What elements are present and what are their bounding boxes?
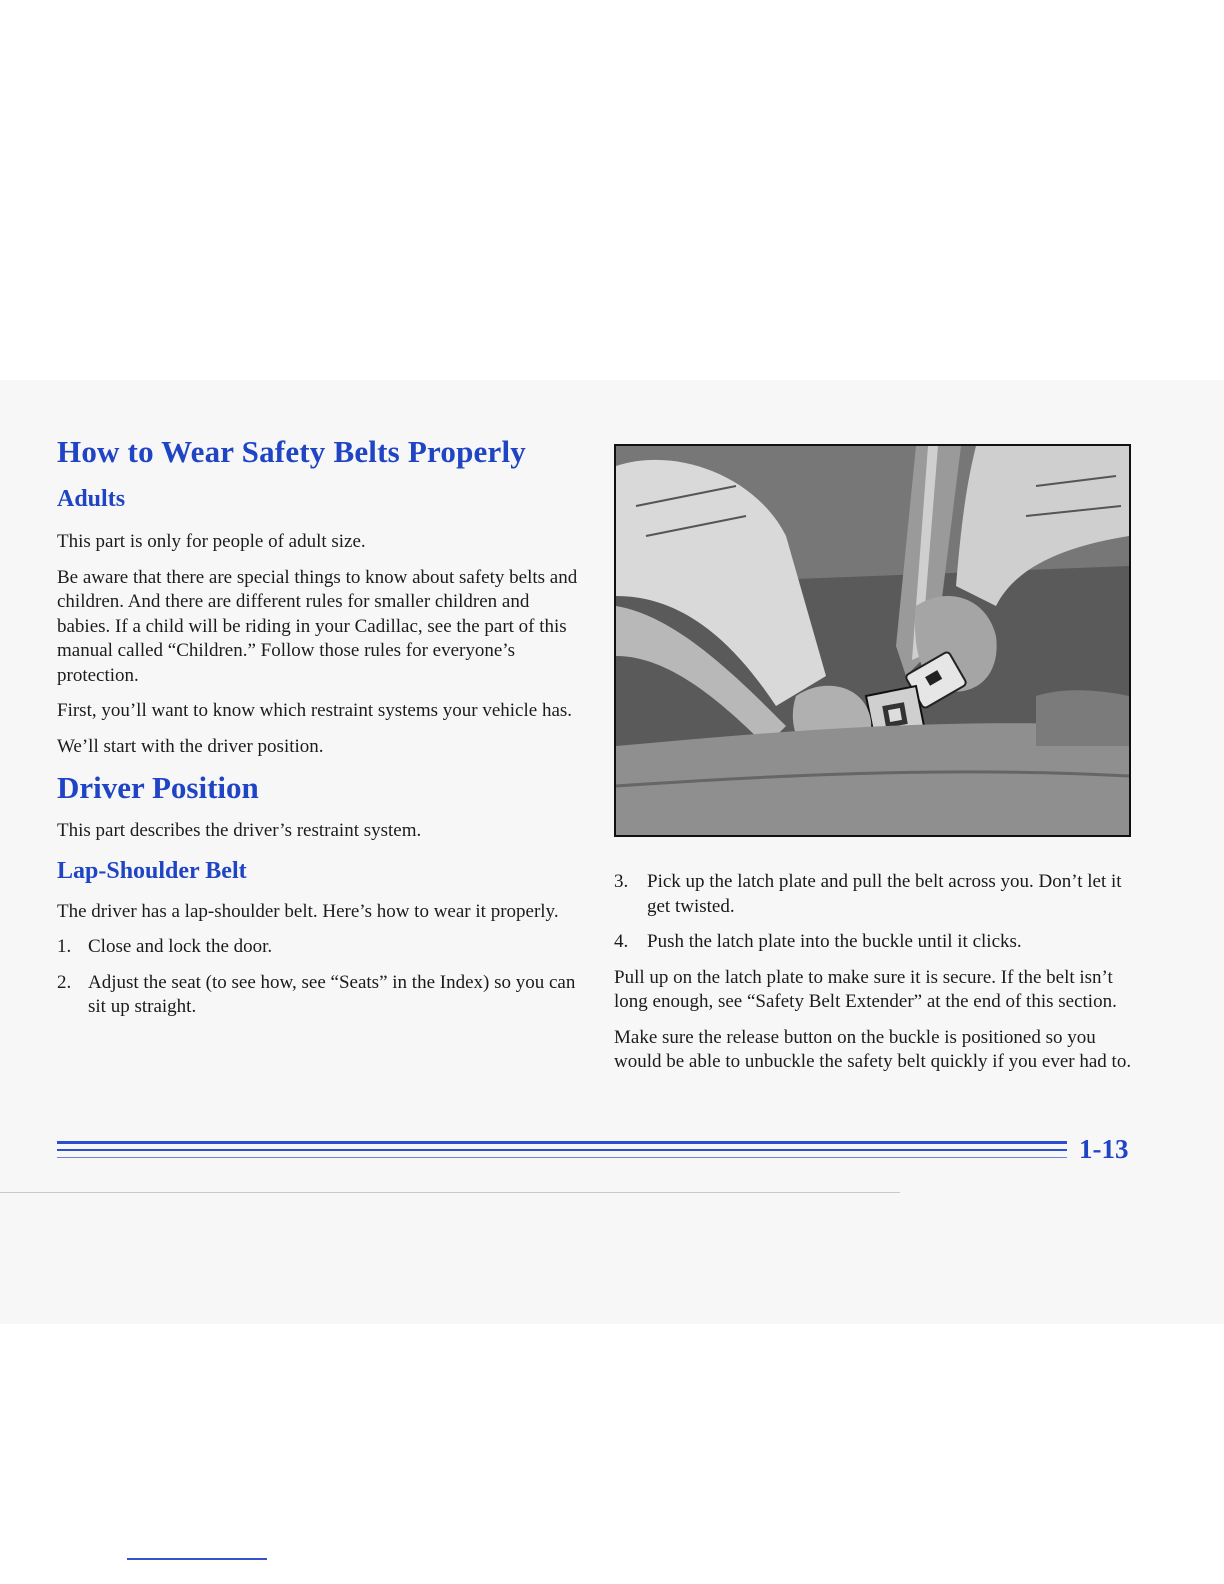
- step-number: 4.: [614, 931, 629, 952]
- step-4: [614, 930, 1134, 955]
- adults-heading: Adults: [57, 486, 126, 512]
- step-2: [57, 971, 582, 1020]
- step-text: Close and lock the door.: [88, 936, 273, 957]
- left-column: [57, 430, 582, 1020]
- driver-start-note: We’ll start with the driver position.: [57, 735, 324, 757]
- children-note: Be aware that there are special things to know about safety belts and children. And there are different rules for smaller children and babies. If a child will be riding in your Cadillac, see the part of this manual called “Children.” Follow those rules for everyone’s protection.: [57, 566, 578, 686]
- footer-rule: [57, 1141, 1067, 1165]
- rule-line: [57, 1149, 1067, 1151]
- right-column: [614, 870, 1134, 1075]
- scan-divider: [0, 1192, 900, 1193]
- adults-intro: This part is only for people of adult size.: [57, 531, 366, 552]
- lap-shoulder-intro: The driver has a lap-shoulder belt. Here’s how to wear it properly.: [57, 900, 559, 922]
- latch-secure-note: Pull up on the latch plate to make sure it is secure. If the belt isn’t long enough, see “Safety Belt Extender” at the end of this section.: [614, 966, 1117, 1012]
- restraint-note: First, you’ll want to know which restraint systems your vehicle has.: [57, 700, 573, 721]
- rule-line: [57, 1157, 1067, 1158]
- step-text: Push the latch plate into the buckle until it clicks.: [647, 931, 1022, 952]
- step-1: [57, 935, 582, 960]
- step-number: 3.: [614, 871, 629, 892]
- buckle-drawing: [616, 446, 1129, 835]
- bottom-accent-line: [127, 1558, 267, 1560]
- step-number: 1.: [57, 936, 72, 957]
- seat-belt-illustration: [614, 444, 1131, 837]
- lap-shoulder-heading: Lap-Shoulder Belt: [57, 857, 247, 884]
- driver-position-heading: Driver Position: [57, 770, 259, 805]
- driver-description: This part describes the driver’s restraint system.: [57, 820, 422, 841]
- release-button-note: Make sure the release button on the buckle is positioned so you would be able to unbuckle the safety belt quickly if you ever had to.: [614, 1026, 1132, 1072]
- rule-line: [57, 1141, 1067, 1144]
- page-number: 1-13: [1079, 1134, 1129, 1164]
- step-text: Adjust the seat (to see how, see “Seats” in the Index) so you can sit up straight.: [88, 971, 576, 1017]
- page-title: How to Wear Safety Belts Properly: [57, 434, 526, 469]
- step-text: Pick up the latch plate and pull the belt across you. Don’t let it get twisted.: [647, 871, 1122, 917]
- step-number: 2.: [57, 971, 72, 993]
- step-3: [614, 870, 1134, 919]
